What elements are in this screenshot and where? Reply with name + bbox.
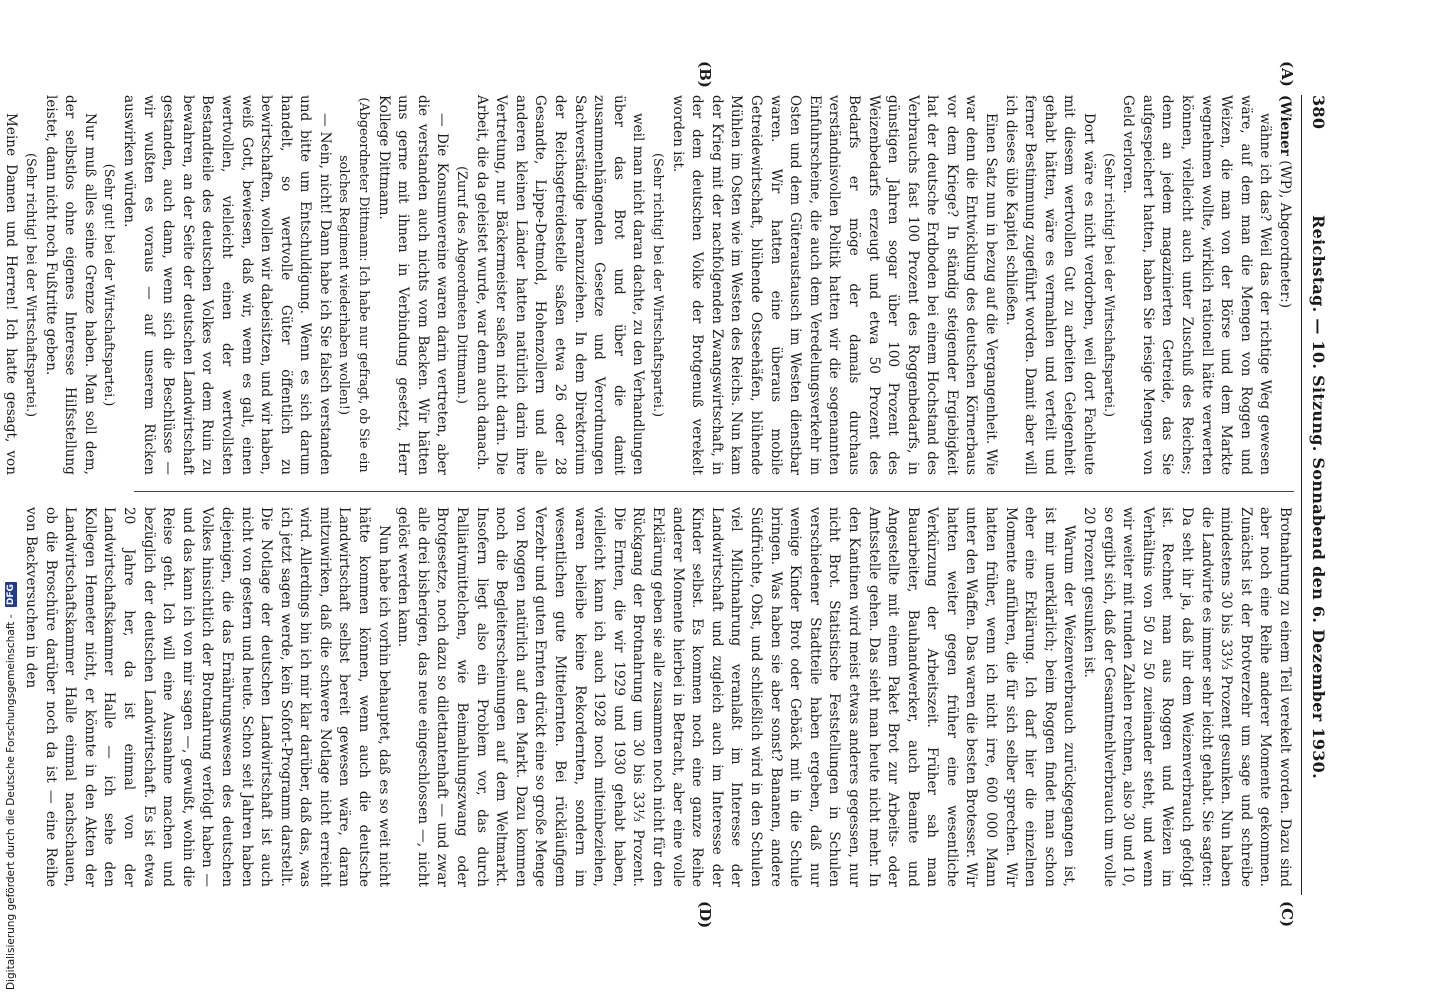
margin-marker-d: (D) [696, 901, 714, 929]
running-head [1302, 95, 1330, 895]
paragraph-text: — Die Konsumvereine waren darin vertreten, aber die verstanden auch nichts vom Backen. Wir hätten uns gerne mit ihnen in Verbindung gesetzt, Herr Kollege Dittmann. [375, 95, 451, 475]
interjection: (Abgeordneter Dittmann: Ich habe nur gefragt, ob Sie ein solches Regiment wiederhaben wollen!) [336, 97, 372, 473]
paragraph [667, 95, 1000, 475]
left-column [3, 95, 1294, 475]
paragraph [1118, 95, 1275, 475]
paragraph-text: wähne ich das? Weil das der richtige Weg gewesen wäre, auf dem man die Mengen von Roggen und Weizen, die man von der Börse und dem Markte wegnehmen wollte, wirklich rationell hätte verwerten können, vielleicht auch unter Zuschuß des Reiches; denn an jedem magazinierten Getreide, das Sie aufgespeichert hatten, haben Sie riesige Mengen von Geld verloren. [1120, 95, 1274, 475]
interjection: (Sehr richtig! bei der Wirtschaftspartei.) [1100, 152, 1116, 418]
paragraph-text: Dort wäre es nicht verdorben, weil dort Fachleute mit diesem wertvollen Gut zu arbeiten Gelegenheit gehabt hätten, wäre es vermahlen und verteilt und ferner Bestimmung zugeführt worden. Damit aber will ich dieses üble Kapitel schließen. [1002, 95, 1098, 475]
paragraph-text: Warum der Weizenverbrauch zurückgegangen ist, ist mir unerklärlich; beim Roggen findet man schon eher eine Erklärung. Ich darf hier die einzelnen Momente anführen, die für sich selber sprechen. Wir hatten früher, wenn ich nicht irre, 600 000 Mann unter den Waffen. Das waren die besten Brotesser. Wir hatten weiter gegen früher eine wesentliche Verkürzung der Arbeitszeit. Früher sah man Bauarbeiter, Bauhandwerker, auch Beamte und Angestellte mit einem Paket Brot zur Arbeits- oder Amtsstelle gehen. Das sieht man heute nicht mehr. In den Kantinen wird meist etwas anderes gegessen, nur nicht Brot. Statistische Feststellungen in Schulen verschiedener Stadtteile haben ergeben, daß nur wenige Kinder Brot oder Gebäck mit in die Schule bringen. Was haben sie aber sonst? Bananen, andere Südfrüchte, Obst, und schließlich wird in den Schulen viel Milchnahrung veranlaßt im Interesse der Landwirtschaft und zugleich auch im Interesse der Kinder selbst. Es kommen noch eine ganze Reihe anderer Momente hierbei in Betracht, aber eine volle Erklärung geben sie alle zusammen noch nicht für den Rückgang der Brotnahrung um 30 bis 33⅓ Prozent. Die Ernten, die wir 1929 und 1930 gehabt haben, vielleicht kann ich auch 1928 noch miteinbeziehen, waren beileibe keine Rekordernten, sondern im wesentlichen gute Mittelernten. Bei rückläufigem Verzehr und guten Ernten drückt eine so große Menge von Roggen natürlich auf den Markt. Dazu kommen noch die Begleiterscheinungen auf dem Weltmarkt. Insofern liegt also ein Problem vor, das durch Palliativmittelchen, wie Beimahlungszwang oder Brotgesetze, noch dazu so dilettantenhaft — und zwar alle drei bisherigen, das neue eingeschlossen —, nicht gelöst werden kann. [395, 507, 1078, 887]
interjection: (Sehr richtig! bei der Wirtschaftspartei.) [23, 152, 38, 418]
paragraph [40, 95, 99, 475]
page-number: 380 [1309, 95, 1328, 130]
paragraph [471, 95, 647, 475]
interjection: (Sehr richtig! bei der Wirtschaftspartei.) [650, 152, 665, 418]
margin-marker-c: (C) [1278, 901, 1296, 928]
paragraph [1274, 95, 1294, 475]
paragraph [20, 507, 392, 887]
paragraph-text: weil man nicht daran dachte, zu den Verhandlungen über das Brot und über die damit zusammenhängenden Gesetze und Verordnungen Sachverständige heranzuziehen. In dem Direktorium der Reichsgetreidestelle saßen etwa 26 oder 28 Gesandte, Lippe-Detmold, Hohenzollern und alle anderen kleinen Länder hatten natürlich darin ihre Vertretung, nur Bäckermeister saßen nicht darin. Die Arbeit, die da geleistet wurde, war denn auch danach. [473, 95, 647, 475]
paragraph-text: Brotnahrung zu einem Teil verekelt worden. Dazu sind aber noch eine Reihe anderer Momente gekommen. Zunächst ist der Brotverzehr um sage und schreibe mindestens 30 bis 33⅓ Prozent gesunken. Nun haben die Landwirte es immer sehr leicht gehabt. Sie sagten: Da seht ihr ja, daß ihr dem Weizenverbrauch gefolgt ist. Rechnet man aus Roggen und Weizen im Verhältnis von 50 zu 50 zueinander steht, und wenn wir weiter mit runden Zahlen rechnen, also 30 und 10, so ergibt sich, daß der Gesamtmehlverbrauch um volle 20 Prozent gesunken ist. [1081, 507, 1293, 887]
speaker-name: (Wiener [1277, 95, 1293, 156]
paragraph-text: Nun habe ich vorhin behauptet, daß es so weit nicht hätte kommen können, wenn auch die deutsche Landwirtschaft selbst bereit gewesen wäre, daran mitzuwirken, daß die schwere Notlage nicht erreicht wird. Allerdings bin ich mir klar darüber, daß das, was ich jetzt sagen werde, kein Sofort-Programm darstellt. Die Notlage der deutschen Landwirtschaft ist auch nicht von gestern und heute. Schon seit Jahren haben diejenigen, die das Ernährungswesen des deutschen Volkes hinsichtlich der Brotnahrung verfolgt haben — und das kann ich von mir sagen —, gewußt, wohin die Reise geht. Ich will eine Ausnahme machen und bezüglich der deutschen Landwirtschaft. Es ist etwa 20 Jahre her, da ist einmal von der Landwirtschaftskammer Halle — ich sehe den Kollegen Hemeter nicht, er könnte in den Akten der Landwirtschaftskammer Halle einmal nachschauen, ob die Broschüre darüber noch da ist — eine Reihe von Backversuchen in den [23, 507, 392, 887]
paragraph [1078, 507, 1294, 887]
paragraph-text: Meine Damen und Herren! Ich hatte gesagt, von [3, 113, 20, 475]
header-rule [1301, 95, 1302, 895]
interjection: (Zuruf des Abgeordneten Dittmann.) [454, 166, 470, 404]
paragraph-text: Einen Satz nun in bezug auf die Vergangenheit. Wie war denn die Entwicklung des deutschen Körnerbaus vor dem Kriege? In ständig steigender Ergiebigkeit hat der deutsche Erdboden bei einem Hochstand des Verbrauchs fast 100 Prozent des Roggenbedarfs, in günstigen Jahren sogar über 100 Prozent des Weizenbedarfs erzeugt und etwa 50 Prozent des Bedarfs er möge der damals durchaus verständnisvollen Politik hatten wir die sogenannten Einfuhrscheine, die auch dem Veredelungsverkehr im Osten und dem Güteraustausch im Westen dienstbar waren. Wir hatten eine überaus mobile Getreidewirtschaft, blühende Ostseehäfen, blühende Mühlen im Osten wie im Westen des Reichs. Nun kam der Krieg mit der nachfolgenden Zwangswirtschaft, in der dem deutschen Volke der Brotgenuß verekelt worden ist. [669, 95, 1000, 475]
paragraph-text: (WP), Abgeordneter:) [1277, 155, 1293, 308]
margin-marker-a: (A) [1278, 61, 1296, 87]
page-title: Reichstag. — 10. Sitzung. Sonnabend den 6. Dezember 1930. [1309, 215, 1328, 779]
dfg-logo: DFG [6, 584, 16, 606]
paragraph [393, 507, 1079, 887]
funding-text: Digitalisierung gefördert durch die Deutsche Forschungsgemeinschaft - [5, 614, 17, 990]
margin-marker-b: (B) [696, 61, 714, 88]
column-divider [134, 491, 1294, 492]
right-column [23, 507, 1294, 887]
funding-note [2, 584, 22, 990]
paragraph-text: — Nein, nicht! Dann habe ich Sie falsch verstanden und bitte um Entschuldigung. Wenn es sich darum handelt, so wertvolle Güter öffentlich zu bewirtschaften, wollen wir dabeisitzen, und wir haben, weiß Gott, bewiesen, daß wir, wenn es galt, einen wertvollen, vielleicht einen der wertvollsten Bestandteile des deutschen Volkes vor dem Ruin zu bewahren, an der Seite der deutschen Landwirtschaft gestanden, auch dann, wenn sich die Beschlüsse — wir wußten es voraus — auf unserem Rücken auswirken würden. [120, 95, 333, 475]
paragraph [118, 95, 334, 475]
paragraph [373, 95, 451, 475]
paragraph [0, 95, 20, 475]
paragraph [1000, 95, 1098, 475]
interjection: (Sehr gut! bei der Wirtschaftspartei.) [101, 163, 117, 407]
paragraph-text: Nur muß alles seine Grenze haben. Man soll dem, der selbstlos ohne eigenes Interesse Hilfsstellung leistet, dann nicht noch Fußtritte geben. [42, 95, 98, 475]
